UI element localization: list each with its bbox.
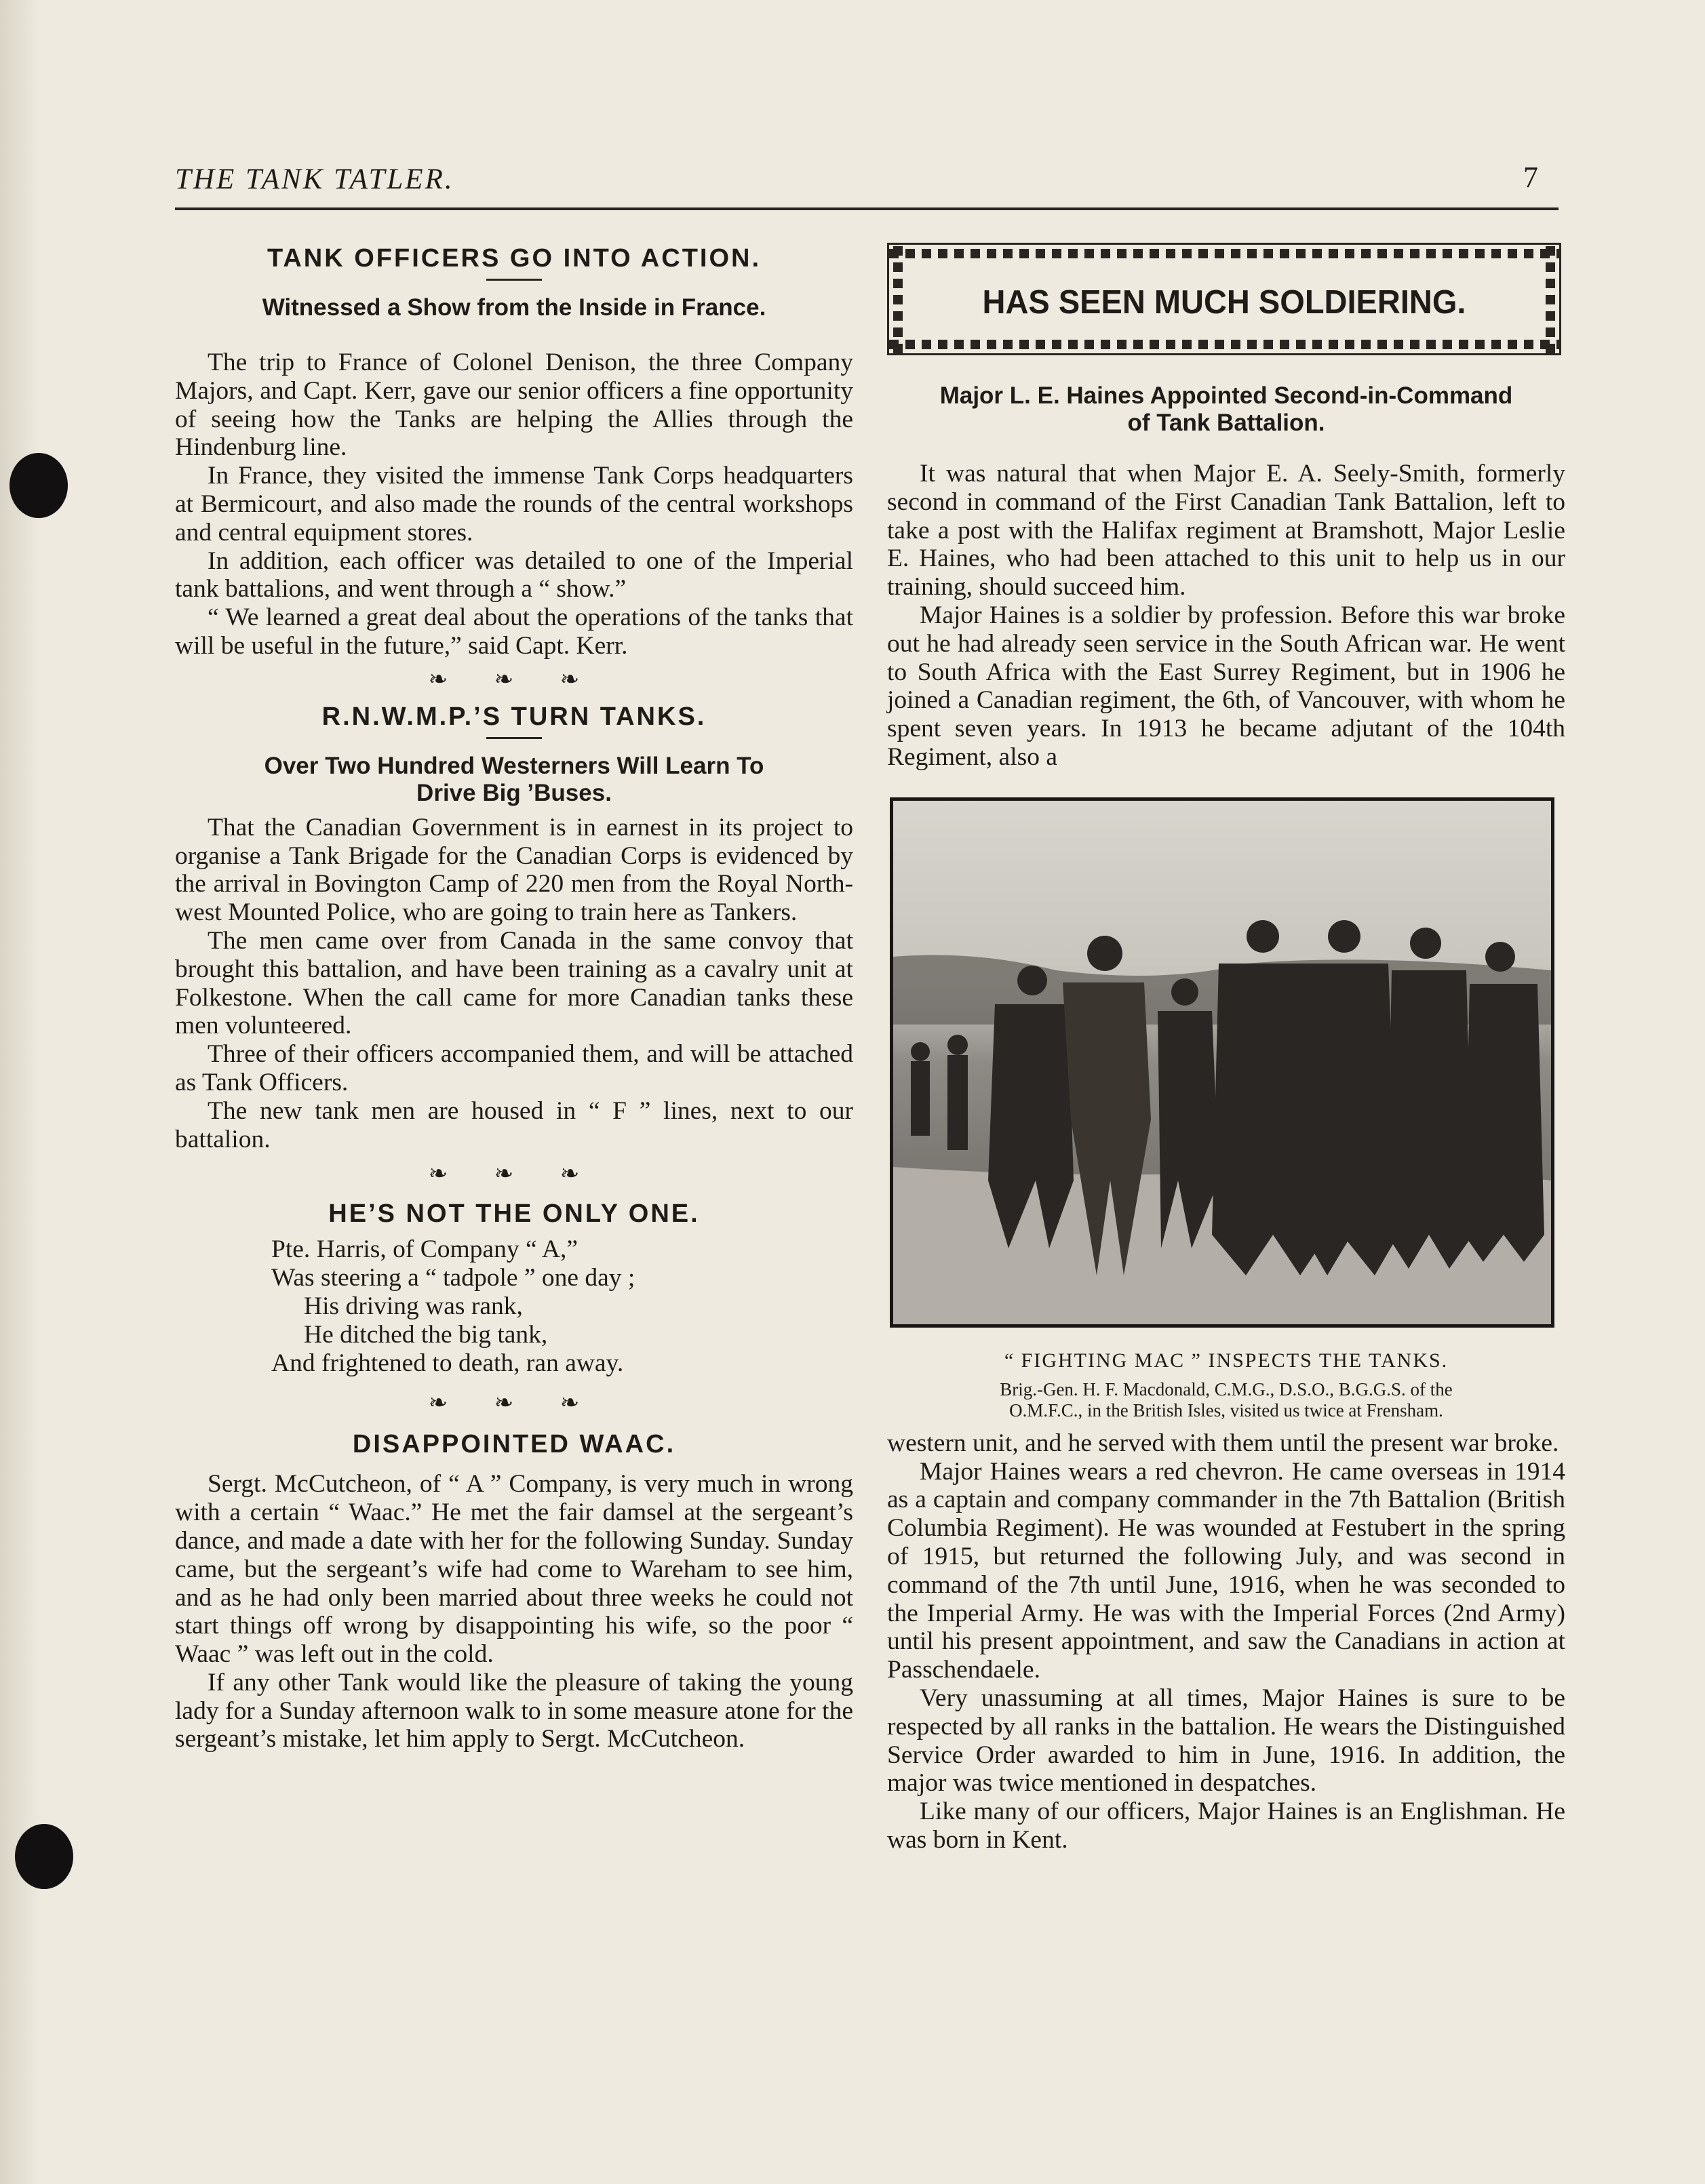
soldiers-photo xyxy=(893,801,1551,1324)
photograph xyxy=(890,797,1554,1328)
paragraph: Three of their officers accompanied them, and will be attached as Tank Officers. xyxy=(175,1040,853,1096)
subhead-line: of Tank Battalion. xyxy=(1127,410,1325,436)
poem-line: He ditched the big tank, xyxy=(304,1320,548,1349)
paragraph: The new tank men are housed in “ F ” lines, next to our battalion. xyxy=(175,1096,853,1153)
subhead: Witnessed a Show from the Inside in France. xyxy=(262,294,766,321)
left-column xyxy=(175,224,853,1753)
paragraph: That the Canadian Government is in earnest in its project to organise a Tank Brigade for the Canadian Corps is evidenced by the arrival in Bovington Camp of 220 men from the Royal North-west Mounted Police, who are going to train here as Tankers. xyxy=(175,813,853,927)
article-not-the-only-one xyxy=(175,1199,853,1377)
paragraph: In addition, each officer was detailed to one of the Imperial tank battalions, and went through a “ show.” xyxy=(175,547,853,603)
boxed-headline-frame xyxy=(887,243,1561,355)
publication-title: THE TANK TATLER. xyxy=(175,163,454,195)
paragraph: Major Haines wears a red chevron. He came overseas in 1914 as a captain and company commander in the 7th Battalion (British Columbia Regiment). He was wounded at Festubert in the spring of 1915, but returned the following July, and was second in command of the 7th until June, 1916, when he was seconded to the Imperial Army. He was with the Imperial Forces (2nd Army) until his present appointment, and saw the Canadians in action at Passchendaele. xyxy=(887,1457,1565,1684)
paragraph: “ We learned a great deal about the operations of the tanks that will be useful in the future,” said Capt. Kerr. xyxy=(175,603,853,660)
poem-line: And frightened to death, ran away. xyxy=(271,1349,624,1377)
punch-hole-bottom xyxy=(15,1824,73,1889)
subhead xyxy=(887,382,1565,437)
poem-line: Pte. Harris, of Company “ A,” xyxy=(271,1235,578,1264)
paragraph: The men came over from Canada in the same convoy that brought this battalion, and have been training as a cavalry unit at Folkestone. When the call came for more Canadian tanks these men volunteered. xyxy=(175,926,853,1040)
photo-caption-title: “ FIGHTING MAC ” INSPECTS THE TANKS. xyxy=(1004,1349,1449,1372)
paragraph: Major Haines is a soldier by profession. Before this war broke out he had already seen service in the South African war. He went to South Africa with the East Surrey Regiment, but in 1906 he joined a Canadian regiment, the 6th, of Vancouver, with whom he spent seven years. In 1913 he became adjutant of the 104th Regiment, also a xyxy=(887,601,1565,771)
paragraph: If any other Tank would like the pleasure of taking the young lady for a Sunday afternoon walk to in some measure atone for the sergeant’s mistake, let him apply to Sergt. McCutcheon. xyxy=(175,1668,853,1753)
right-column xyxy=(887,224,1565,1854)
photo-caption-line: O.M.F.C., in the British Isles, visited us twice at Frensham. xyxy=(1009,1399,1443,1421)
subhead-line: Major L. E. Haines Appointed Second-in-Command xyxy=(939,382,1513,409)
headline: R.N.W.M.P.’S TURN TANKS. xyxy=(321,702,707,731)
ornament-divider: ❧ ❧ ❧ xyxy=(428,1162,600,1187)
paragraph: western unit, and he served with them until the present war broke. xyxy=(887,1429,1559,1457)
article-tank-officers xyxy=(175,244,853,660)
poem xyxy=(175,1235,853,1377)
ornament-divider: ❧ ❧ ❧ xyxy=(428,1391,600,1416)
photo-caption-line: Brig.-Gen. H. F. Macdonald, C.M.G., D.S.O., B.G.G.S. of the xyxy=(1000,1378,1453,1399)
headline: TANK OFFICERS GO INTO ACTION. xyxy=(267,244,762,273)
page-number: 7 xyxy=(1523,161,1538,194)
poem-line: Was steering a “ tadpole ” one day ; xyxy=(271,1264,635,1292)
paragraph: Very unassuming at all times, Major Haines is sure to be respected by all ranks in the battalion. He wears the Distinguished Service Order awarded to him in June, 1916. In addition, the major was twice mentioned in despatches. xyxy=(887,1684,1565,1798)
ornament-divider: ❧ ❧ ❧ xyxy=(428,667,600,692)
divider xyxy=(486,279,542,281)
paragraph: Like many of our officers, Major Haines is an Englishman. He was born in Kent. xyxy=(887,1798,1565,1854)
paragraph: In France, they visited the immense Tank Corps headquarters at Bermicourt, and also made the rounds of the central workshops and central equipment stores. xyxy=(175,462,853,547)
article-disappointed-waac xyxy=(175,1430,853,1753)
paragraph: It was natural that when Major E. A. Seely-Smith, formerly second in command of the First Canadian Tank Battalion, left to take a post with the Halifax regiment at Bramshott, Major Leslie E. Haines, who had been attached to this unit to help us in our training, should succeed him. xyxy=(887,460,1565,601)
article-rnwmp xyxy=(175,702,853,1154)
punch-hole-top xyxy=(9,453,68,518)
paragraph: Sergt. McCutcheon, of “ A ” Company, is very much in wrong with a certain “ Waac.” He met the fair damsel at the sergeant’s dance, and made a date with her for the following Sunday. Sunday came, but the sergeant’s wife had come to Wareham to see him, and as he had only been married about three weeks he could not start things off wrong by disappointing his wife, so the poor “ Waac ” was left out in the cold. xyxy=(175,1470,853,1669)
headline: DISAPPOINTED WAAC. xyxy=(352,1430,676,1459)
subhead-line: Drive Big ’Buses. xyxy=(416,779,612,806)
headline: HE’S NOT THE ONLY ONE. xyxy=(328,1199,700,1229)
paragraph: The trip to France of Colonel Denison, the three Company Majors, and Capt. Kerr, gave our senior officers a fine opportunity of seeing how the Tanks are helping the Allies through the Hindenburg line. xyxy=(175,349,853,462)
subhead xyxy=(175,753,853,807)
divider xyxy=(486,737,542,739)
subhead-line: Over Two Hundred Westerners Will Learn To xyxy=(264,752,764,779)
page-header xyxy=(175,163,1559,206)
boxed-headline: HAS SEEN MUCH SOLDIERING. xyxy=(982,282,1466,321)
header-rule xyxy=(175,207,1559,210)
poem-line: His driving was rank, xyxy=(304,1292,523,1320)
